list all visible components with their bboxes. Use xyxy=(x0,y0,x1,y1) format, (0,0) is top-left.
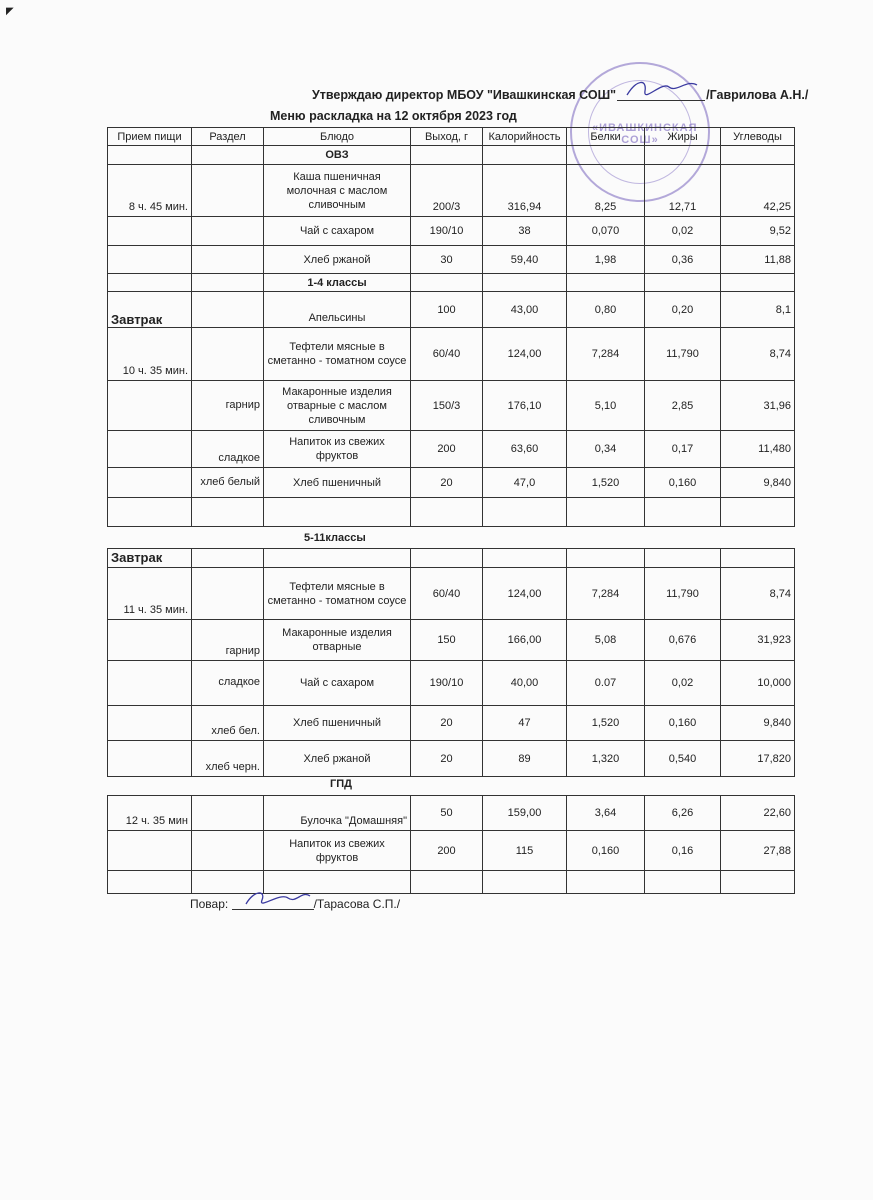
protein-cell: 0,80 xyxy=(567,292,645,328)
dish-cell: Чай с сахаром xyxy=(264,217,411,246)
page-title: Меню раскладка на 12 октября 2023 год xyxy=(270,109,517,123)
meal-time xyxy=(108,246,192,274)
section-cell: хлеб белый xyxy=(192,468,264,498)
dish-cell: Тефтели мясные в сметанно - томатном соусе xyxy=(264,328,411,381)
section-row-1-4 xyxy=(108,274,795,292)
output-cell: 20 xyxy=(411,741,483,777)
output-cell: 20 xyxy=(411,706,483,741)
kcal-cell: 59,40 xyxy=(483,246,567,274)
cook-line xyxy=(190,897,400,911)
section-cell xyxy=(192,328,264,381)
fat-cell: 2,85 xyxy=(645,381,721,431)
fat-cell: 0,540 xyxy=(645,741,721,777)
fat-cell: 6,26 xyxy=(645,796,721,831)
fat-cell: 12,71 xyxy=(645,165,721,217)
table-row xyxy=(108,706,795,741)
section-cell: хлеб черн. xyxy=(192,741,264,777)
table-row xyxy=(108,620,795,661)
meal-time xyxy=(108,706,192,741)
dish-cell: Макаронные изделия отварные с маслом сливочным xyxy=(264,381,411,431)
table-row xyxy=(108,246,795,274)
fat-cell: 11,790 xyxy=(645,328,721,381)
fat-cell: 0,36 xyxy=(645,246,721,274)
menu-table-5-11 xyxy=(107,548,795,777)
output-cell: 30 xyxy=(411,246,483,274)
section-title-1-4: 1-4 классы xyxy=(264,274,411,292)
output-cell: 100 xyxy=(411,292,483,328)
output-cell: 190/10 xyxy=(411,217,483,246)
protein-cell: 3,64 xyxy=(567,796,645,831)
table-row xyxy=(108,431,795,468)
protein-cell: 1,98 xyxy=(567,246,645,274)
carbs-cell: 31,923 xyxy=(721,620,795,661)
meal-time: 10 ч. 35 мин. xyxy=(108,328,192,381)
empty-row xyxy=(108,871,795,894)
carbs-cell: 22,60 xyxy=(721,796,795,831)
empty-row xyxy=(108,498,795,527)
dish-cell: Апельсины xyxy=(264,292,411,328)
table-row xyxy=(108,381,795,431)
section-cell xyxy=(192,246,264,274)
col-header: Выход, г xyxy=(411,128,483,146)
dish-cell: Хлеб пшеничный xyxy=(264,706,411,741)
table-row xyxy=(108,568,795,620)
fat-cell: 11,790 xyxy=(645,568,721,620)
protein-cell: 5,10 xyxy=(567,381,645,431)
carbs-cell: 10,000 xyxy=(721,661,795,706)
section-cell: гарнир xyxy=(192,620,264,661)
output-cell: 190/10 xyxy=(411,661,483,706)
menu-table-gpd xyxy=(107,795,795,894)
table-row xyxy=(108,831,795,871)
kcal-cell: 316,94 xyxy=(483,165,567,217)
carbs-cell: 42,25 xyxy=(721,165,795,217)
kcal-cell: 124,00 xyxy=(483,568,567,620)
protein-cell: 1,320 xyxy=(567,741,645,777)
protein-cell: 0,070 xyxy=(567,217,645,246)
meal-label: Завтрак xyxy=(108,549,192,568)
fat-cell: 0,02 xyxy=(645,661,721,706)
meal-time xyxy=(108,468,192,498)
col-header: Жиры xyxy=(645,128,721,146)
protein-cell: 1,520 xyxy=(567,468,645,498)
table-row xyxy=(108,165,795,217)
director-name: /Гаврилова А.Н./ xyxy=(706,88,809,102)
meal-time: 12 ч. 35 мин xyxy=(108,796,192,831)
table-row xyxy=(108,468,795,498)
kcal-cell: 166,00 xyxy=(483,620,567,661)
kcal-cell: 63,60 xyxy=(483,431,567,468)
col-header: Раздел xyxy=(192,128,264,146)
section-cell xyxy=(192,796,264,831)
carbs-cell: 8,1 xyxy=(721,292,795,328)
fat-cell: 0,160 xyxy=(645,468,721,498)
fat-cell: 0,16 xyxy=(645,831,721,871)
dish-cell: Каша пшеничная молочная с маслом сливочным xyxy=(264,165,411,217)
carbs-cell: 9,840 xyxy=(721,706,795,741)
meal-time xyxy=(108,431,192,468)
kcal-cell: 159,00 xyxy=(483,796,567,831)
dish-cell: Чай с сахаром xyxy=(264,661,411,706)
output-cell: 200 xyxy=(411,431,483,468)
protein-cell: 0,160 xyxy=(567,831,645,871)
output-cell: 150 xyxy=(411,620,483,661)
output-cell: 20 xyxy=(411,468,483,498)
kcal-cell: 124,00 xyxy=(483,328,567,381)
section-cell: хлеб бел. xyxy=(192,706,264,741)
protein-cell: 7,284 xyxy=(567,328,645,381)
meal-time xyxy=(108,831,192,871)
output-cell: 60/40 xyxy=(411,568,483,620)
protein-cell: 0,34 xyxy=(567,431,645,468)
stamp-text: «ИВАШКИНСКАЯ СОШ» xyxy=(592,122,698,146)
meal-time: 11 ч. 35 мин. xyxy=(108,568,192,620)
kcal-cell: 176,10 xyxy=(483,381,567,431)
cook-name: /Тарасова С.П./ xyxy=(313,897,401,911)
corner-mark: ◤ xyxy=(6,6,14,17)
fat-cell: 0,160 xyxy=(645,706,721,741)
section-cell xyxy=(192,568,264,620)
col-header: Блюдо xyxy=(264,128,411,146)
dish-cell: Тефтели мясные в сметанно - томатном соусе xyxy=(264,568,411,620)
protein-cell: 7,284 xyxy=(567,568,645,620)
table-row xyxy=(108,328,795,381)
carbs-cell: 8,74 xyxy=(721,568,795,620)
signature-scribble-icon xyxy=(232,886,314,908)
fat-cell: 0,17 xyxy=(645,431,721,468)
menu-table-main xyxy=(107,127,795,527)
approval-text: Утверждаю директор МБОУ "Ивашкинская СОШ" xyxy=(312,88,617,102)
output-cell: 200 xyxy=(411,831,483,871)
col-header: Углеводы xyxy=(721,128,795,146)
section-cell xyxy=(192,165,264,217)
output-cell: 60/40 xyxy=(411,328,483,381)
protein-cell: 8,25 xyxy=(567,165,645,217)
protein-cell: 1,520 xyxy=(567,706,645,741)
carbs-cell: 8,74 xyxy=(721,328,795,381)
dish-cell: Макаронные изделия отварные xyxy=(264,620,411,661)
cook-label: Повар: xyxy=(190,897,229,911)
section-cell xyxy=(192,292,264,328)
carbs-cell: 31,96 xyxy=(721,381,795,431)
meal-time xyxy=(108,217,192,246)
carbs-cell: 11,480 xyxy=(721,431,795,468)
fat-cell: 0,20 xyxy=(645,292,721,328)
meal-header-row xyxy=(108,549,795,568)
table-row xyxy=(108,217,795,246)
section-row-ovz xyxy=(108,146,795,165)
dish-cell: Булочка "Домашняя" xyxy=(264,796,411,831)
dish-cell: Хлеб пшеничный xyxy=(264,468,411,498)
kcal-cell: 47 xyxy=(483,706,567,741)
fat-cell: 0,676 xyxy=(645,620,721,661)
table-row xyxy=(108,796,795,831)
fat-cell: 0,02 xyxy=(645,217,721,246)
section-cell xyxy=(192,217,264,246)
kcal-cell: 89 xyxy=(483,741,567,777)
director-signature xyxy=(617,88,705,101)
meal-time xyxy=(108,381,192,431)
protein-cell: 0.07 xyxy=(567,661,645,706)
output-cell: 200/3 xyxy=(411,165,483,217)
table-header-row xyxy=(108,128,795,146)
carbs-cell: 9,52 xyxy=(721,217,795,246)
protein-cell: 5,08 xyxy=(567,620,645,661)
dish-cell: Хлеб ржаной xyxy=(264,741,411,777)
section-cell xyxy=(192,831,264,871)
carbs-cell: 27,88 xyxy=(721,831,795,871)
meal-time xyxy=(108,741,192,777)
col-header: Прием пищи xyxy=(108,128,192,146)
section-title-5-11: 5-11классы xyxy=(304,532,366,544)
approval-line xyxy=(312,88,808,102)
carbs-cell: 17,820 xyxy=(721,741,795,777)
table-row xyxy=(108,292,795,328)
col-header: Белки xyxy=(567,128,645,146)
dish-cell: Хлеб ржаной xyxy=(264,246,411,274)
output-cell: 150/3 xyxy=(411,381,483,431)
kcal-cell: 40,00 xyxy=(483,661,567,706)
section-cell: гарнир xyxy=(192,381,264,431)
section-cell: сладкое xyxy=(192,431,264,468)
meal-time xyxy=(108,661,192,706)
kcal-cell: 38 xyxy=(483,217,567,246)
meal-time: 8 ч. 45 мин. xyxy=(108,165,192,217)
table-row xyxy=(108,661,795,706)
dish-cell: Напиток из свежих фруктов xyxy=(264,831,411,871)
kcal-cell: 43,00 xyxy=(483,292,567,328)
table-row xyxy=(108,741,795,777)
meal-time xyxy=(108,620,192,661)
section-title-ovz: ОВЗ xyxy=(264,146,411,165)
carbs-cell: 9,840 xyxy=(721,468,795,498)
dish-cell: Напиток из свежих фруктов xyxy=(264,431,411,468)
carbs-cell: 11,88 xyxy=(721,246,795,274)
section-cell: сладкое xyxy=(192,661,264,706)
col-header: Калорийность xyxy=(483,128,567,146)
cook-signature xyxy=(232,897,314,910)
meal-label: Завтрак xyxy=(108,292,192,328)
kcal-cell: 115 xyxy=(483,831,567,871)
section-title-gpd: ГПД xyxy=(330,778,352,790)
signature-scribble-icon xyxy=(617,77,705,99)
kcal-cell: 47,0 xyxy=(483,468,567,498)
output-cell: 50 xyxy=(411,796,483,831)
